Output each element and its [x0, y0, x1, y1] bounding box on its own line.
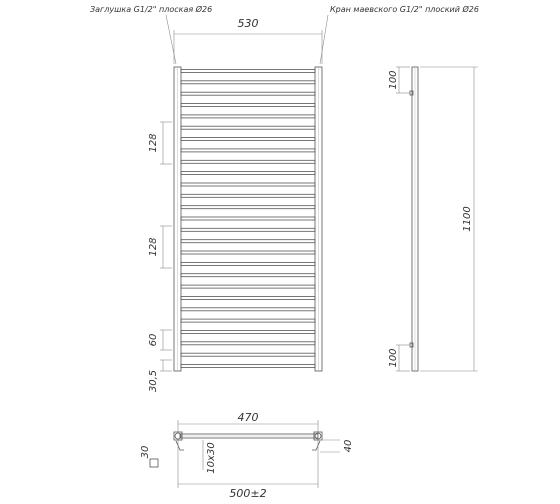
- dim-top-group: [178, 420, 340, 488]
- dim-side-top-label: 100: [388, 70, 399, 90]
- section-square: [150, 459, 158, 467]
- side-mount-bottom: [410, 343, 413, 347]
- dim-bar-section-label: 10x30: [206, 442, 217, 474]
- bar: [181, 228, 315, 231]
- dim-side-bottom-label: 100: [388, 348, 399, 368]
- dim-depth-label: 40: [343, 439, 354, 453]
- bar: [181, 285, 315, 288]
- front-view: [174, 67, 322, 371]
- dim-left-group: [160, 122, 172, 371]
- bar: [181, 331, 315, 334]
- dim-axis-distance-label: 470: [237, 411, 259, 424]
- callout-right-label: Кран маевского G1/2" плоский Ø26: [330, 5, 479, 14]
- bar: [181, 353, 315, 356]
- bar: [181, 172, 315, 175]
- bar: [181, 319, 315, 322]
- top-view: [150, 432, 322, 467]
- bar: [181, 149, 315, 152]
- bar: [181, 274, 315, 277]
- dim-spacing-top-label: 128: [148, 133, 159, 153]
- bar: [181, 262, 315, 265]
- bar: [181, 115, 315, 118]
- dim-spacing-bottom-label: 60: [148, 333, 159, 347]
- dim-mount-distance-label: 500±2: [229, 487, 267, 500]
- bar: [181, 183, 315, 186]
- bar: [181, 365, 315, 368]
- dim-bottom-offset-label: 30,5: [148, 369, 159, 393]
- bar: [181, 126, 315, 129]
- bar: [181, 194, 315, 197]
- bar: [181, 138, 315, 141]
- bar: [181, 160, 315, 163]
- dim-530-label: 530: [237, 17, 259, 30]
- bar: [181, 342, 315, 345]
- bar: [181, 92, 315, 95]
- bar: [181, 240, 315, 243]
- side-mount-top: [410, 91, 413, 95]
- top-right-bracket: [312, 441, 320, 450]
- side-view: [410, 67, 418, 371]
- top-left-bracket: [176, 441, 184, 450]
- bar: [181, 217, 315, 220]
- bar: [181, 296, 315, 299]
- dim-overall-height-label: 1100: [462, 206, 473, 232]
- bar: [181, 81, 315, 84]
- bar: [181, 70, 315, 73]
- dim-spacing-middle-label: 128: [148, 237, 159, 257]
- callout-left-label: Заглушка G1/2" плоская Ø26: [90, 5, 213, 14]
- bars-group: [181, 70, 315, 368]
- bar: [181, 308, 315, 311]
- bar: [181, 104, 315, 107]
- dim-overall-width: [174, 30, 322, 64]
- bar: [181, 206, 315, 209]
- bar: [181, 251, 315, 254]
- dim-riser-section-label: 30: [140, 445, 151, 459]
